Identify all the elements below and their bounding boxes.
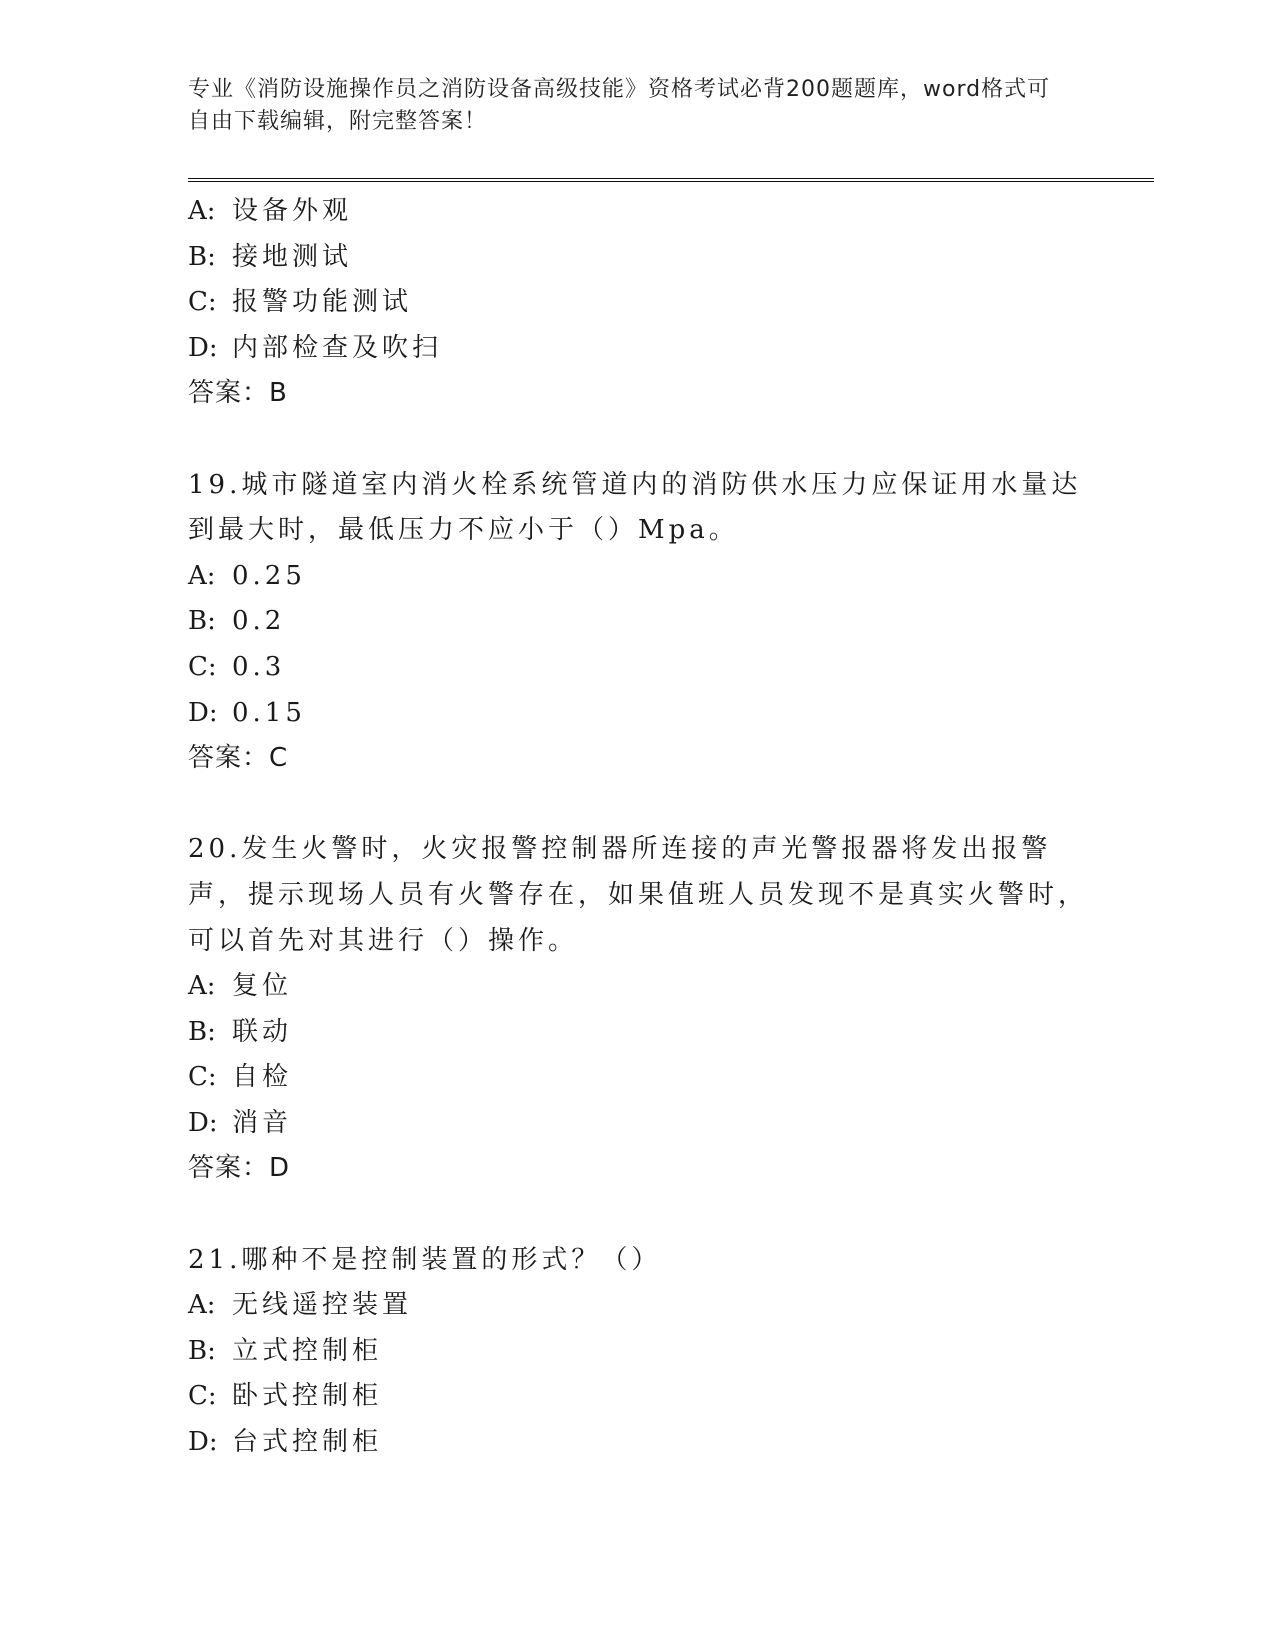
question-19 — [188, 463, 1088, 782]
option-b: B: 立式控制柜 — [188, 1335, 383, 1366]
header-divider — [188, 178, 1154, 182]
spacer — [188, 417, 1088, 463]
option-d: D: 0.15 — [188, 697, 306, 728]
question-20 — [188, 827, 1088, 1192]
document-header: 专业《消防设施操作员之消防设备高级技能》资格考试必背200题题库，word格式可自由下载编辑，附完整答案！ — [188, 77, 1051, 134]
answer-line: 答案：B — [188, 378, 288, 409]
option-b: B: 接地测试 — [188, 241, 353, 272]
option-c: C: 0.3 — [188, 651, 286, 682]
answer-line: 答案：D — [188, 1153, 291, 1184]
question-21 — [188, 1238, 1088, 1466]
option-a: A: 无线遥控装置 — [188, 1290, 413, 1321]
spacer — [188, 1192, 1088, 1238]
option-d: D: 内部检查及吹扫 — [188, 332, 443, 363]
option-c: C: 卧式控制柜 — [188, 1381, 383, 1412]
option-a: A: 复位 — [188, 971, 293, 1002]
question-text: 19.城市隧道室内消火栓系统管道内的消防供水压力应保证用水量达到最大时，最低压力不应小于（）Mpa。 — [188, 469, 1082, 546]
question-18-continuation — [188, 189, 1088, 417]
option-d: D: 消音 — [188, 1107, 293, 1138]
answer-line: 答案：C — [188, 743, 289, 774]
document-content — [188, 189, 1088, 1466]
option-a: A: 0.25 — [188, 560, 306, 591]
option-b: B: 联动 — [188, 1016, 293, 1047]
option-a: A: 设备外观 — [188, 196, 353, 226]
option-b: B: 0.2 — [188, 606, 286, 637]
option-d: D: 台式控制柜 — [188, 1427, 383, 1458]
option-c: C: 自检 — [188, 1062, 293, 1093]
question-text: 21.哪种不是控制装置的形式？（） — [188, 1244, 662, 1275]
spacer — [188, 782, 1088, 828]
question-text: 20.发生火警时，火灾报警控制器所连接的声光警报器将发出报警声，提示现场人员有火警存在，如果值班人员发现不是真实火警时，可以首先对其进行（）操作。 — [188, 834, 1089, 956]
option-c: C: 报警功能测试 — [188, 287, 413, 318]
